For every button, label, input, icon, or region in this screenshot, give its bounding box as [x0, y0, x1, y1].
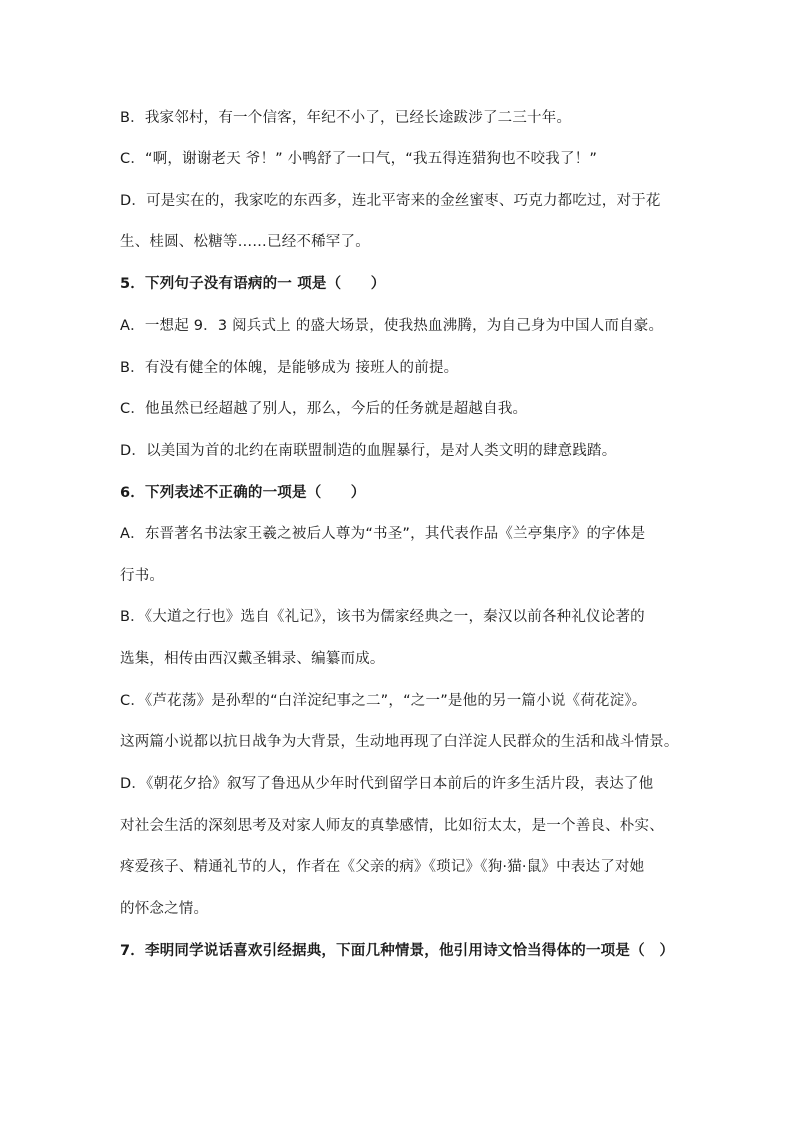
question-6-option-c-line-2: 这两篇小说都以抗日战争为大背景，生动地再现了白洋淀人民群众的生活和战斗情景。 — [120, 734, 679, 750]
question-5-title: 5．下列句子没有语病的一 项是（ ） — [120, 276, 386, 292]
question-6-option-d-line-4: 的怀念之情。 — [120, 901, 209, 917]
question-7-title: 7．李明同学说话喜欢引经据典，下面几种情景，他引用诗文恰当得体的一项是（ ） — [120, 943, 675, 959]
question-6-option-c-line-1: C．《芦花荡》是孙犁的“白洋淀纪事之二”，“之一”是他的另一篇小说《荷花淀》。 — [120, 693, 647, 709]
question-6-option-d-line-2: 对社会生活的深刻思考及对家人师友的真挚感情，比如衍太太，是一个善良、朴实、 — [120, 818, 664, 834]
question-5-option-d: D．以美国为首的北约在南联盟制造的血腥暴行，是对人类文明的肆意践踏。 — [120, 443, 617, 459]
option-d-line-1: D．可是实在的，我家吃的东西多，连北平寄来的金丝蜜枣、巧克力都吃过，对于花 — [120, 193, 661, 209]
question-6-option-a-line-1: A．东晋著名书法家王羲之被后人尊为“书圣”，其代表作品《兰亭集序》的字体是 — [120, 526, 646, 542]
question-6-option-d-line-1: D．《朝花夕拾》叙写了鲁迅从少年时代到留学日本前后的许多生活片段，表达了他 — [120, 776, 654, 792]
option-d-line-2: 生、桂圆、松糖等……已经不稀罕了。 — [120, 234, 370, 250]
option-c-line: C．“啊，谢谢老天 爷！” 小鸭舒了一口气，“我五得连猎狗也不咬我了！” — [120, 151, 598, 167]
question-6-title: 6．下列表述不正确的一项是（ ） — [120, 485, 366, 501]
question-6-option-a-line-2: 行书。 — [120, 568, 165, 584]
question-5-option-c: C．他虽然已经超越了别人，那么，今后的任务就是超越自我。 — [120, 401, 528, 417]
question-5-option-b: B．有没有健全的体魄，是能够成为 接班人的前提。 — [120, 360, 459, 376]
question-5-option-a: A．一想起 9．3 阅兵式上 的盛大场景，使我热血沸腾，为自己身为中国人而自豪。 — [120, 318, 664, 334]
option-b-line: B．我家邻村，有一个信客，年纪不小了，已经长途跋涉了二三十年。 — [120, 110, 572, 126]
question-6-option-b-line-2: 选集，相传由西汉戴圣辑录、编纂而成。 — [120, 651, 385, 667]
question-6-option-b-line-1: B．《大道之行也》选自《礼记》，该书为儒家经典之一，秦汉以前各种礼仪论著的 — [120, 609, 645, 625]
question-6-option-d-line-3: 疼爱孩子、精通礼节的人，作者在《父亲的病》《琐记》《狗·猫·鼠》中表达了对她 — [120, 859, 645, 875]
